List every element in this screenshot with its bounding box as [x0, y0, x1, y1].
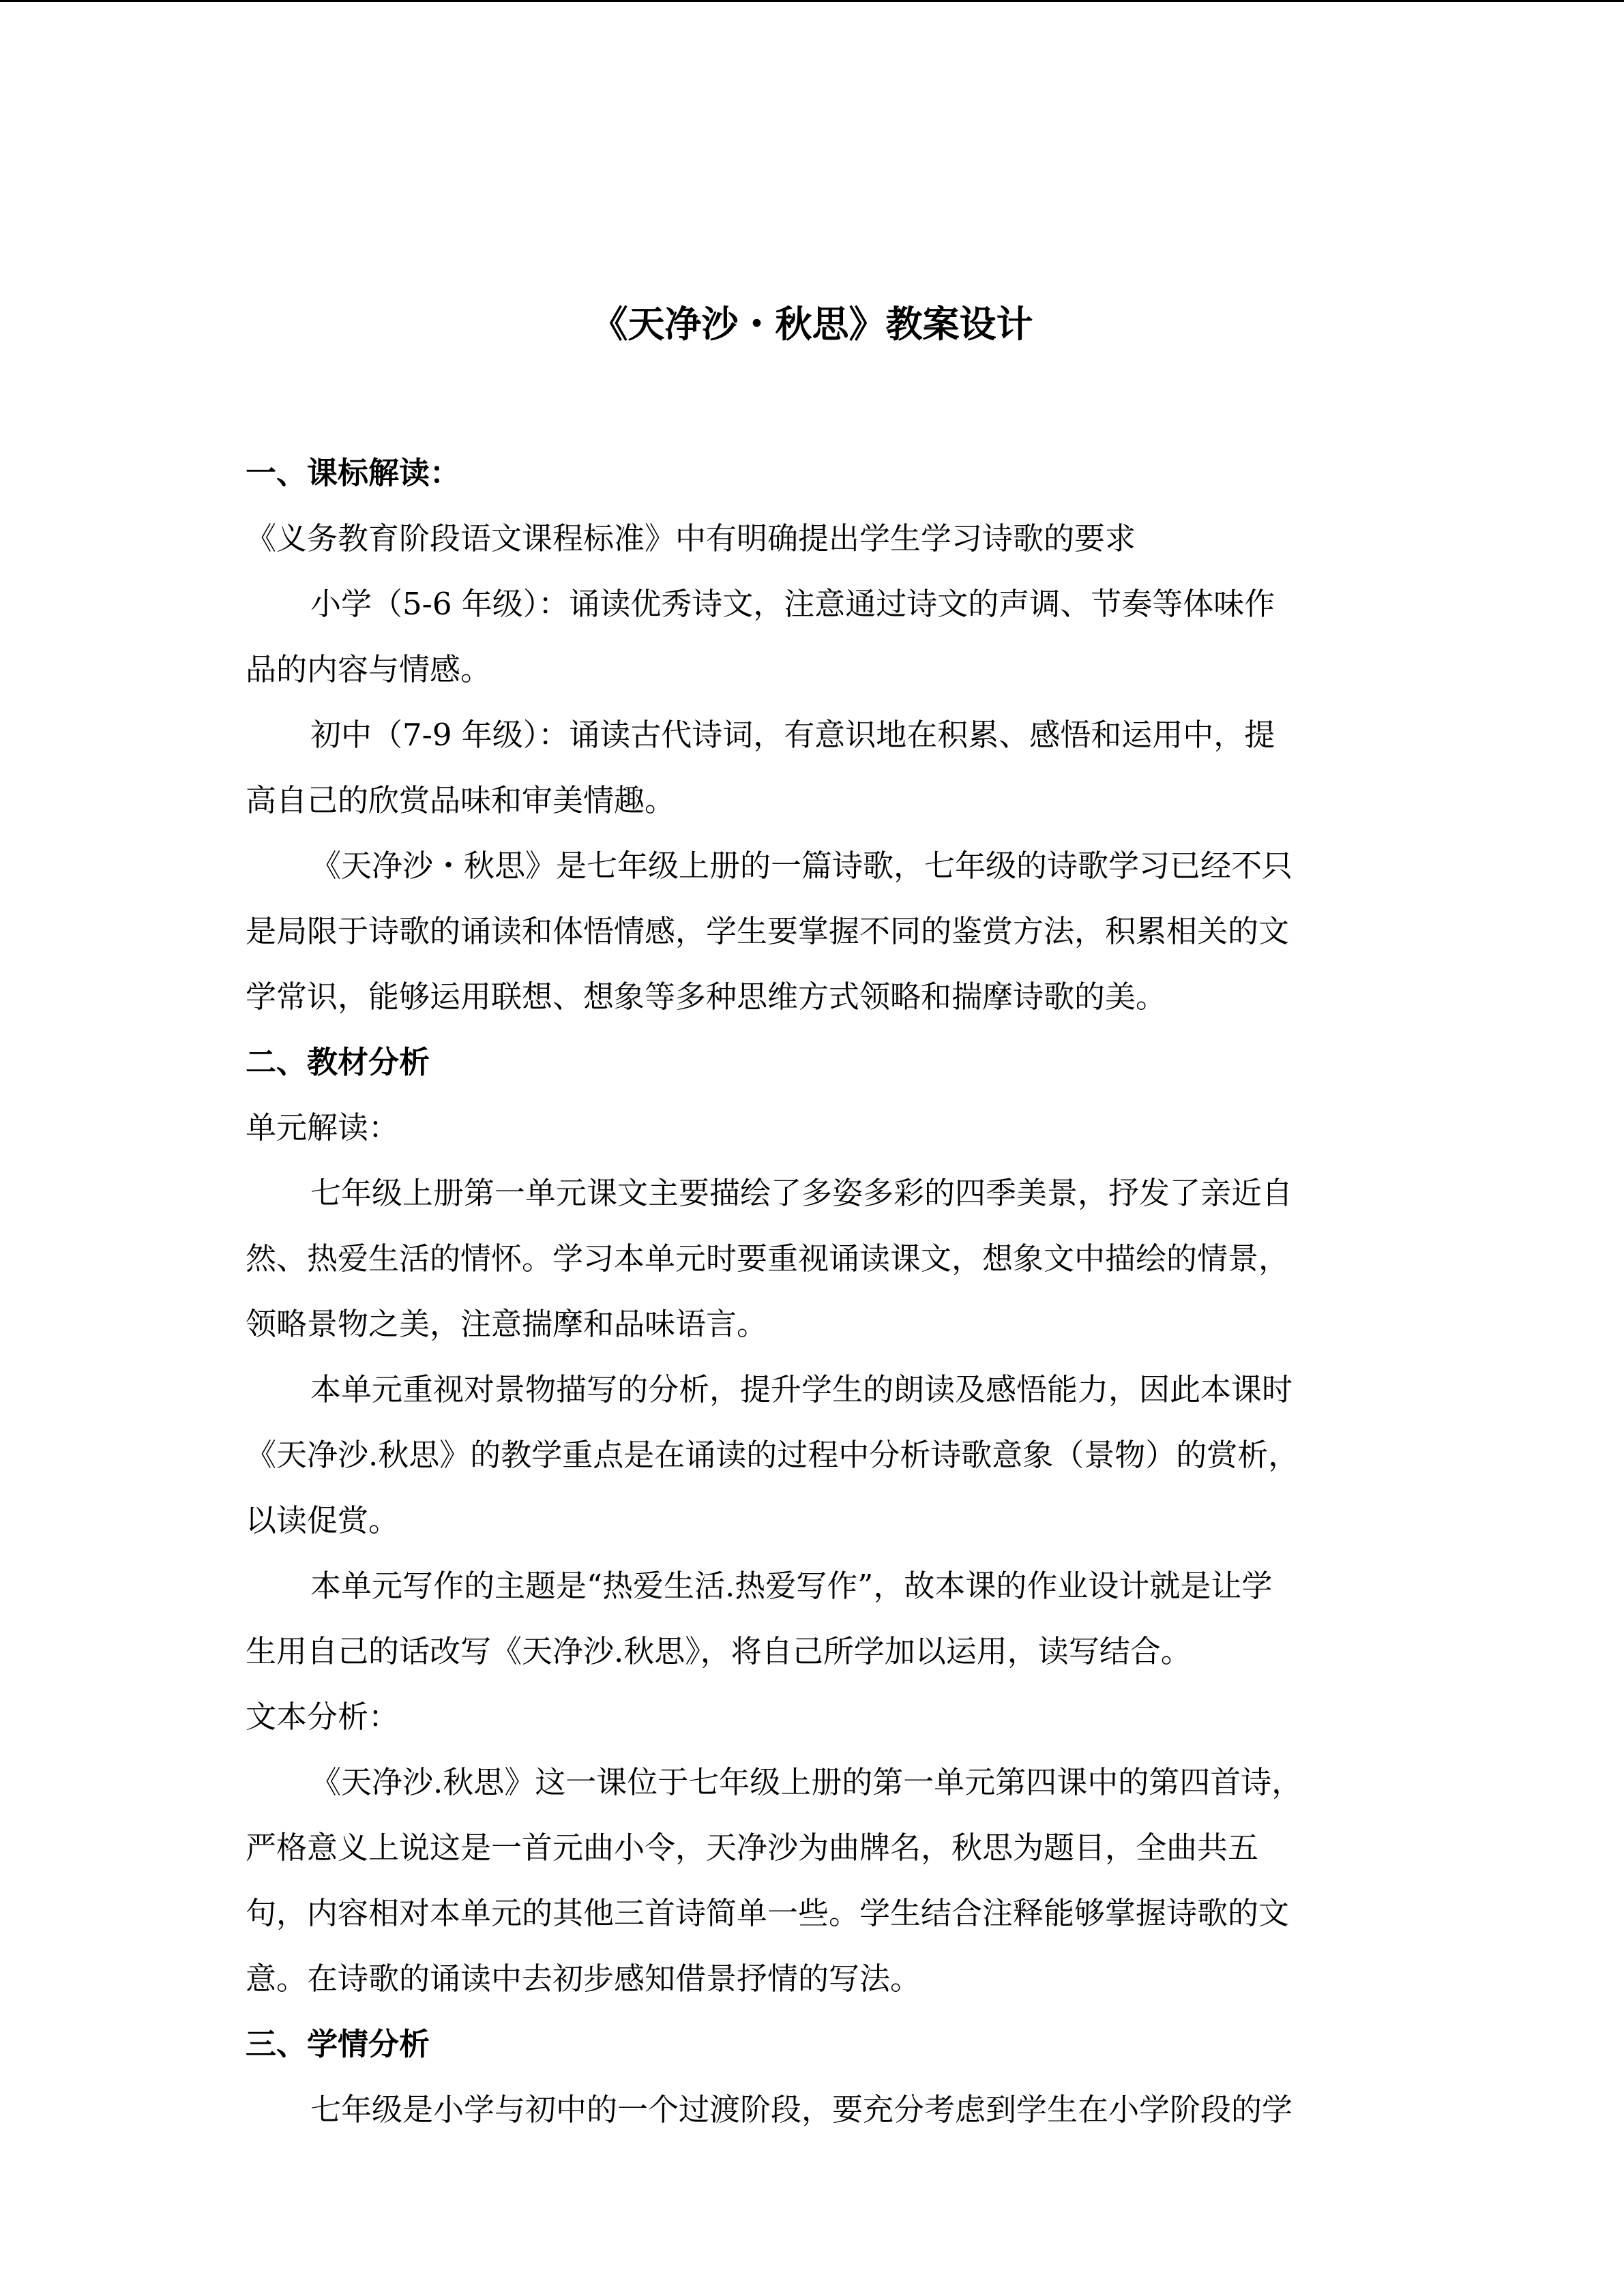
section-heading: 一、课标解读： — [246, 455, 461, 491]
section-heading: 三、学情分析 — [246, 2026, 430, 2062]
paragraph-line: 七年级是小学与初中的一个过渡阶段，要充分考虑到学生在小学阶段的学 — [310, 2091, 1293, 2128]
paragraph-line: 是局限于诗歌的诵读和体悟情感，学生要掌握不同的鉴赏方法，积累相关的文 — [246, 913, 1290, 949]
document-title: 《天净沙・秋思》教案设计 — [591, 303, 1033, 346]
paragraph-line: 品的内容与情感。 — [246, 651, 492, 687]
paragraph-line: 严格意义上说这是一首元曲小令，天净沙为曲牌名，秋思为题目，全曲共五 — [246, 1830, 1259, 1866]
paragraph-line: 本单元重视对景物描写的分析，提升学生的朗读及感悟能力，因此本课时 — [310, 1371, 1293, 1407]
paragraph-line: 七年级上册第一单元课文主要描绘了多姿多彩的四季美景，抒发了亲近自 — [310, 1175, 1293, 1211]
paragraph-line: 本单元写作的主题是“热爱生活.热爱写作”，故本课的作业设计就是让学 — [310, 1568, 1273, 1604]
paragraph-line: 学常识，能够运用联想、想象等多种思维方式领略和揣摩诗歌的美。 — [246, 979, 1167, 1015]
paragraph-line: 以读促赏。 — [246, 1502, 400, 1538]
paragraph-line: 《天净沙.秋思》这一课位于七年级上册的第一单元第四课中的第四首诗， — [310, 1764, 1303, 1800]
paragraph-line: 单元解读： — [246, 1109, 400, 1146]
paragraph-line: 初中（7-9 年级）：诵读古代诗词，有意识地在积累、感悟和运用中，提 — [310, 717, 1275, 753]
paragraph-line: 《天净沙.秋思》的教学重点是在诵读的过程中分析诗歌意象（景物）的赏析， — [246, 1437, 1299, 1473]
paragraph-line: 领略景物之美，注意揣摩和品味语言。 — [246, 1306, 768, 1342]
paragraph-line: 然、热爱生活的情怀。学习本单元时要重视诵读课文，想象文中描绘的情景， — [246, 1240, 1290, 1277]
paragraph-line: 意。在诗歌的诵读中去初步感知借景抒情的写法。 — [246, 1960, 921, 1997]
paragraph-line: 文本分析： — [246, 1699, 400, 1735]
paragraph-line: 生用自己的话改写《天净沙.秋思》，将自己所学加以运用，读写结合。 — [246, 1633, 1192, 1669]
paragraph-line: 《义务教育阶段语文课程标准》中有明确提出学生学习诗歌的要求 — [246, 520, 1136, 556]
section-heading: 二、教材分析 — [246, 1044, 430, 1080]
paragraph-line: 《天净沙・秋思》是七年级上册的一篇诗歌，七年级的诗歌学习已经不只 — [310, 848, 1293, 884]
top-border-line — [0, 0, 1624, 2]
paragraph-line: 高自己的欣赏品味和审美情趣。 — [246, 782, 676, 818]
paragraph-line: 小学（5-6 年级）：诵读优秀诗文，注意通过诗文的声调、节奏等体味作 — [310, 586, 1275, 622]
paragraph-line: 句，内容相对本单元的其他三首诗简单一些。学生结合注释能够掌握诗歌的文 — [246, 1895, 1290, 1931]
document-body — [246, 441, 1378, 2143]
